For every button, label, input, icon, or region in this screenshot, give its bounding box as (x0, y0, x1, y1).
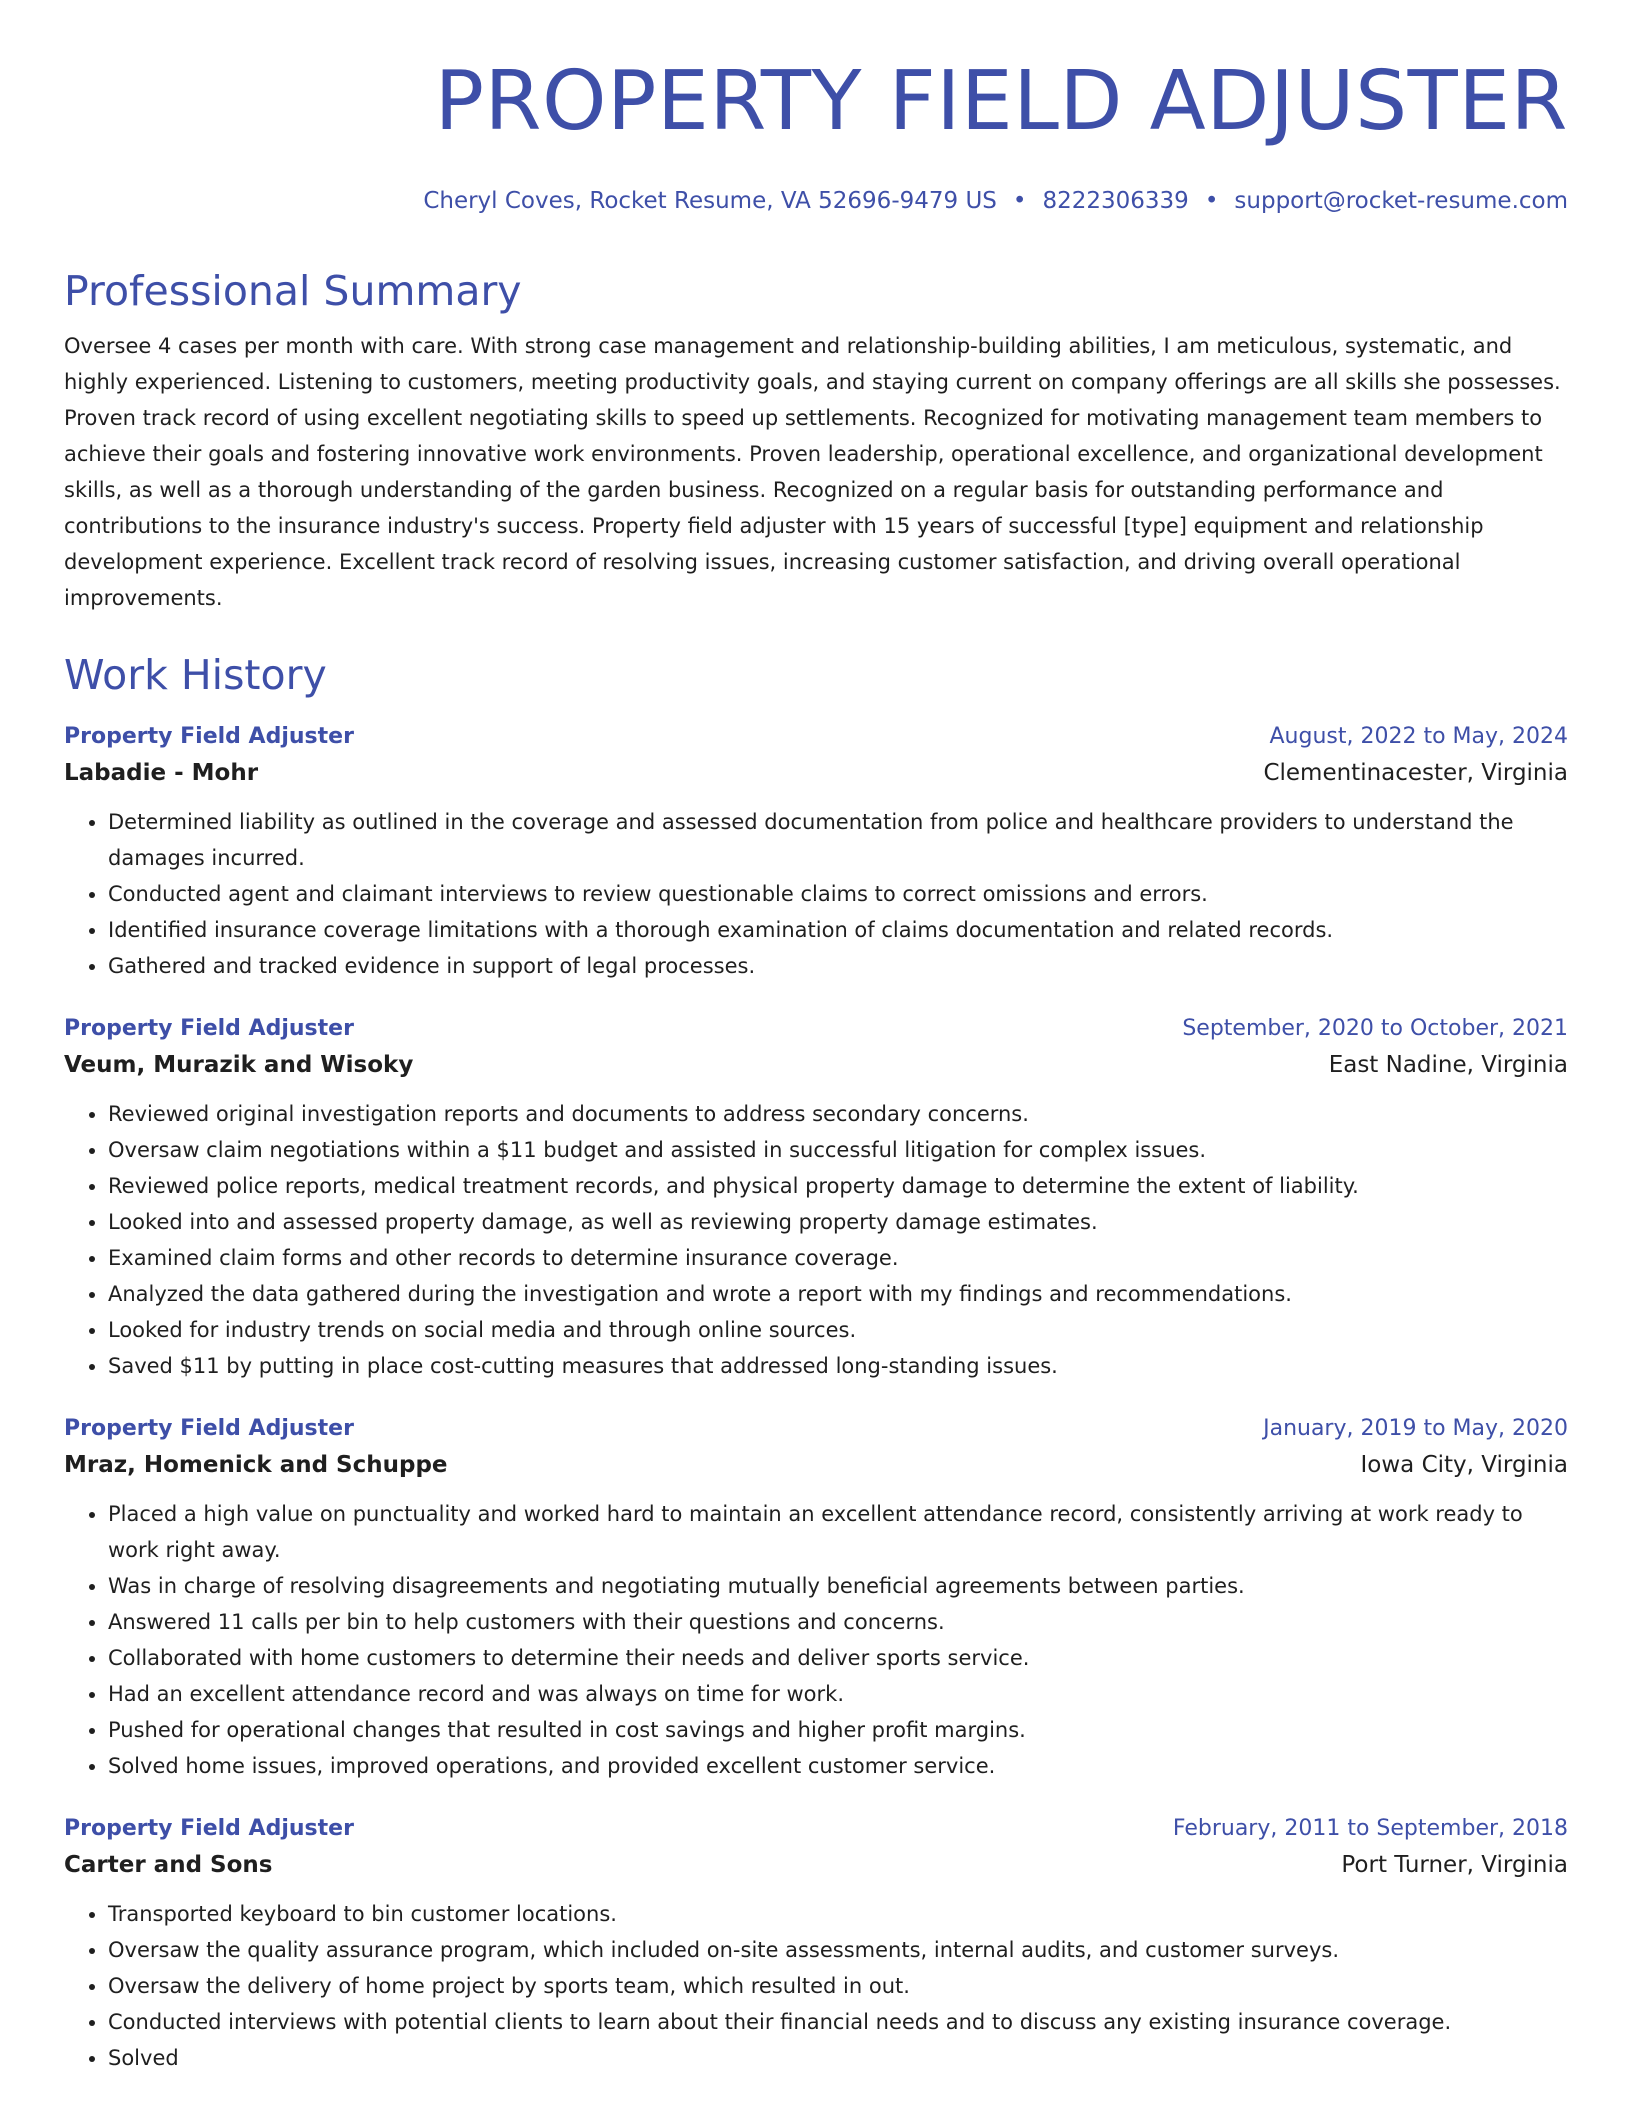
contact-email[interactable]: support@rocket-resume.com (1234, 188, 1568, 214)
job-title: Property Field Adjuster (64, 1416, 354, 1441)
job-bullet: • Oversaw the quality assurance program, which included on-site assessments, internal audits, and customer surveys. (108, 1932, 1568, 1968)
summary-section-title: Professional Summary (64, 267, 522, 315)
job-bullet: • Pushed for operational changes that resulted in cost savings and higher profit margins. (108, 1712, 1568, 1748)
job-entry (64, 1412, 1568, 1784)
job-company: Veum, Murazik and Wisoky (64, 1052, 414, 1078)
job-bullet: • Gathered and tracked evidence in support of legal processes. (108, 948, 1568, 984)
job-bullet: • Oversaw the delivery of home project by sports team, which resulted in out. (108, 1968, 1568, 2004)
job-title-row (64, 720, 1568, 754)
job-entry (64, 720, 1568, 984)
job-dates: August, 2022 to May, 2024 (1269, 724, 1568, 749)
work-history-list (64, 720, 1568, 2076)
job-company: Mraz, Homenick and Schuppe (64, 1452, 448, 1478)
job-bullet: • Oversaw claim negotiations within a $11 budget and assisted in successful litigation for complex issues. (108, 1132, 1568, 1168)
job-bullet: • Collaborated with home customers to determine their needs and deliver sports service. (108, 1640, 1568, 1676)
job-bullet-list (64, 1496, 1568, 1784)
job-company: Carter and Sons (64, 1852, 273, 1878)
contact-address: Cheryl Coves, Rocket Resume, VA 52696-9479 US (423, 188, 997, 214)
contact-separator: • (1204, 188, 1219, 214)
job-bullet: • Placed a high value on punctuality and worked hard to maintain an excellent attendance record, consistently arriving at work ready to work right away. (108, 1496, 1568, 1568)
job-entry (64, 1012, 1568, 1384)
contact-line (64, 186, 1568, 216)
job-bullet: • Conducted interviews with potential clients to learn about their financial needs and to discuss any existing insurance coverage. (108, 2004, 1568, 2040)
work-history-section-title: Work History (64, 651, 327, 699)
job-company-row (64, 1846, 1568, 1884)
job-company-row (64, 754, 1568, 792)
job-bullet: • Reviewed original investigation reports and documents to address secondary concerns. (108, 1096, 1568, 1132)
job-title: Property Field Adjuster (64, 1016, 354, 1041)
job-title: Property Field Adjuster (64, 1816, 354, 1841)
job-title-row (64, 1412, 1568, 1446)
job-location: Iowa City, Virginia (1360, 1452, 1568, 1478)
job-company: Labadie - Mohr (64, 760, 259, 786)
job-bullet: • Reviewed police reports, medical treatment records, and physical property damage to determine the extent of liability. (108, 1168, 1568, 1204)
job-bullet: • Solved home issues, improved operations, and provided excellent customer service. (108, 1748, 1568, 1784)
job-title-row (64, 1012, 1568, 1046)
job-bullet-list (64, 804, 1568, 984)
job-bullet: • Analyzed the data gathered during the investigation and wrote a report with my findings and recommendations. (108, 1276, 1568, 1312)
job-bullet: • Was in charge of resolving disagreements and negotiating mutually beneficial agreements between parties. (108, 1568, 1568, 1604)
job-dates: February, 2011 to September, 2018 (1172, 1816, 1568, 1841)
job-bullet: • Solved (108, 2040, 1568, 2076)
job-bullet: • Conducted agent and claimant interviews to review questionable claims to correct omissions and errors. (108, 876, 1568, 912)
job-bullet-list (64, 1096, 1568, 1384)
summary-text: Oversee 4 cases per month with care. With strong case management and relationship-building abilities, I am meticulous, systematic, and highly experienced. Listening to customers, meeting productivity goals, and staying current on company offerings are all skills she possesses. Proven track record of using excellent negotiating skills to speed up settlements. Recognized for motivating management team members to achieve their goals and fostering innovative work environments. Proven leadership, operational excellence, and organizational development skills, as well as a thorough understanding of the garden business. Recognized on a regular basis for outstanding performance and contributions to the insurance industry's success. Property field adjuster with 15 years of successful [type] equipment and relationship development experience. Excellent track record of resolving issues, increasing customer satisfaction, and driving overall operational improvements. (64, 334, 1561, 610)
job-bullet-list (64, 1896, 1568, 2076)
job-bullet: • Determined liability as outlined in the coverage and assessed documentation from police and healthcare providers to understand the damages incurred. (108, 804, 1568, 876)
job-dates: September, 2020 to October, 2021 (1182, 1016, 1568, 1041)
contact-phone: 8222306339 (1042, 188, 1189, 214)
job-bullet: • Examined claim forms and other records to determine insurance coverage. (108, 1240, 1568, 1276)
job-bullet: • Identified insurance coverage limitations with a thorough examination of claims documentation and related records. (108, 912, 1568, 948)
job-bullet: • Had an excellent attendance record and was always on time for work. (108, 1676, 1568, 1712)
job-location: Port Turner, Virginia (1341, 1852, 1568, 1878)
job-bullet: • Transported keyboard to bin customer locations. (108, 1896, 1568, 1932)
job-entry (64, 1812, 1568, 2076)
job-bullet: • Answered 11 calls per bin to help customers with their questions and concerns. (108, 1604, 1568, 1640)
job-bullet: • Looked into and assessed property damage, as well as reviewing property damage estimates. (108, 1204, 1568, 1240)
job-bullet: • Saved $11 by putting in place cost-cutting measures that addressed long-standing issues. (108, 1348, 1568, 1384)
resume-header (64, 0, 1568, 216)
resume-page (64, 0, 1568, 2076)
job-location: East Nadine, Virginia (1328, 1052, 1568, 1078)
job-title-heading: PROPERTY FIELD ADJUSTER (434, 54, 1568, 149)
job-location: Clementinacester, Virginia (1263, 760, 1568, 786)
job-dates: January, 2019 to May, 2020 (1263, 1416, 1568, 1441)
job-company-row (64, 1046, 1568, 1084)
job-company-row (64, 1446, 1568, 1484)
contact-separator: • (1012, 188, 1027, 214)
job-title-row (64, 1812, 1568, 1846)
job-title: Property Field Adjuster (64, 724, 354, 749)
job-bullet: • Looked for industry trends on social media and through online sources. (108, 1312, 1568, 1348)
